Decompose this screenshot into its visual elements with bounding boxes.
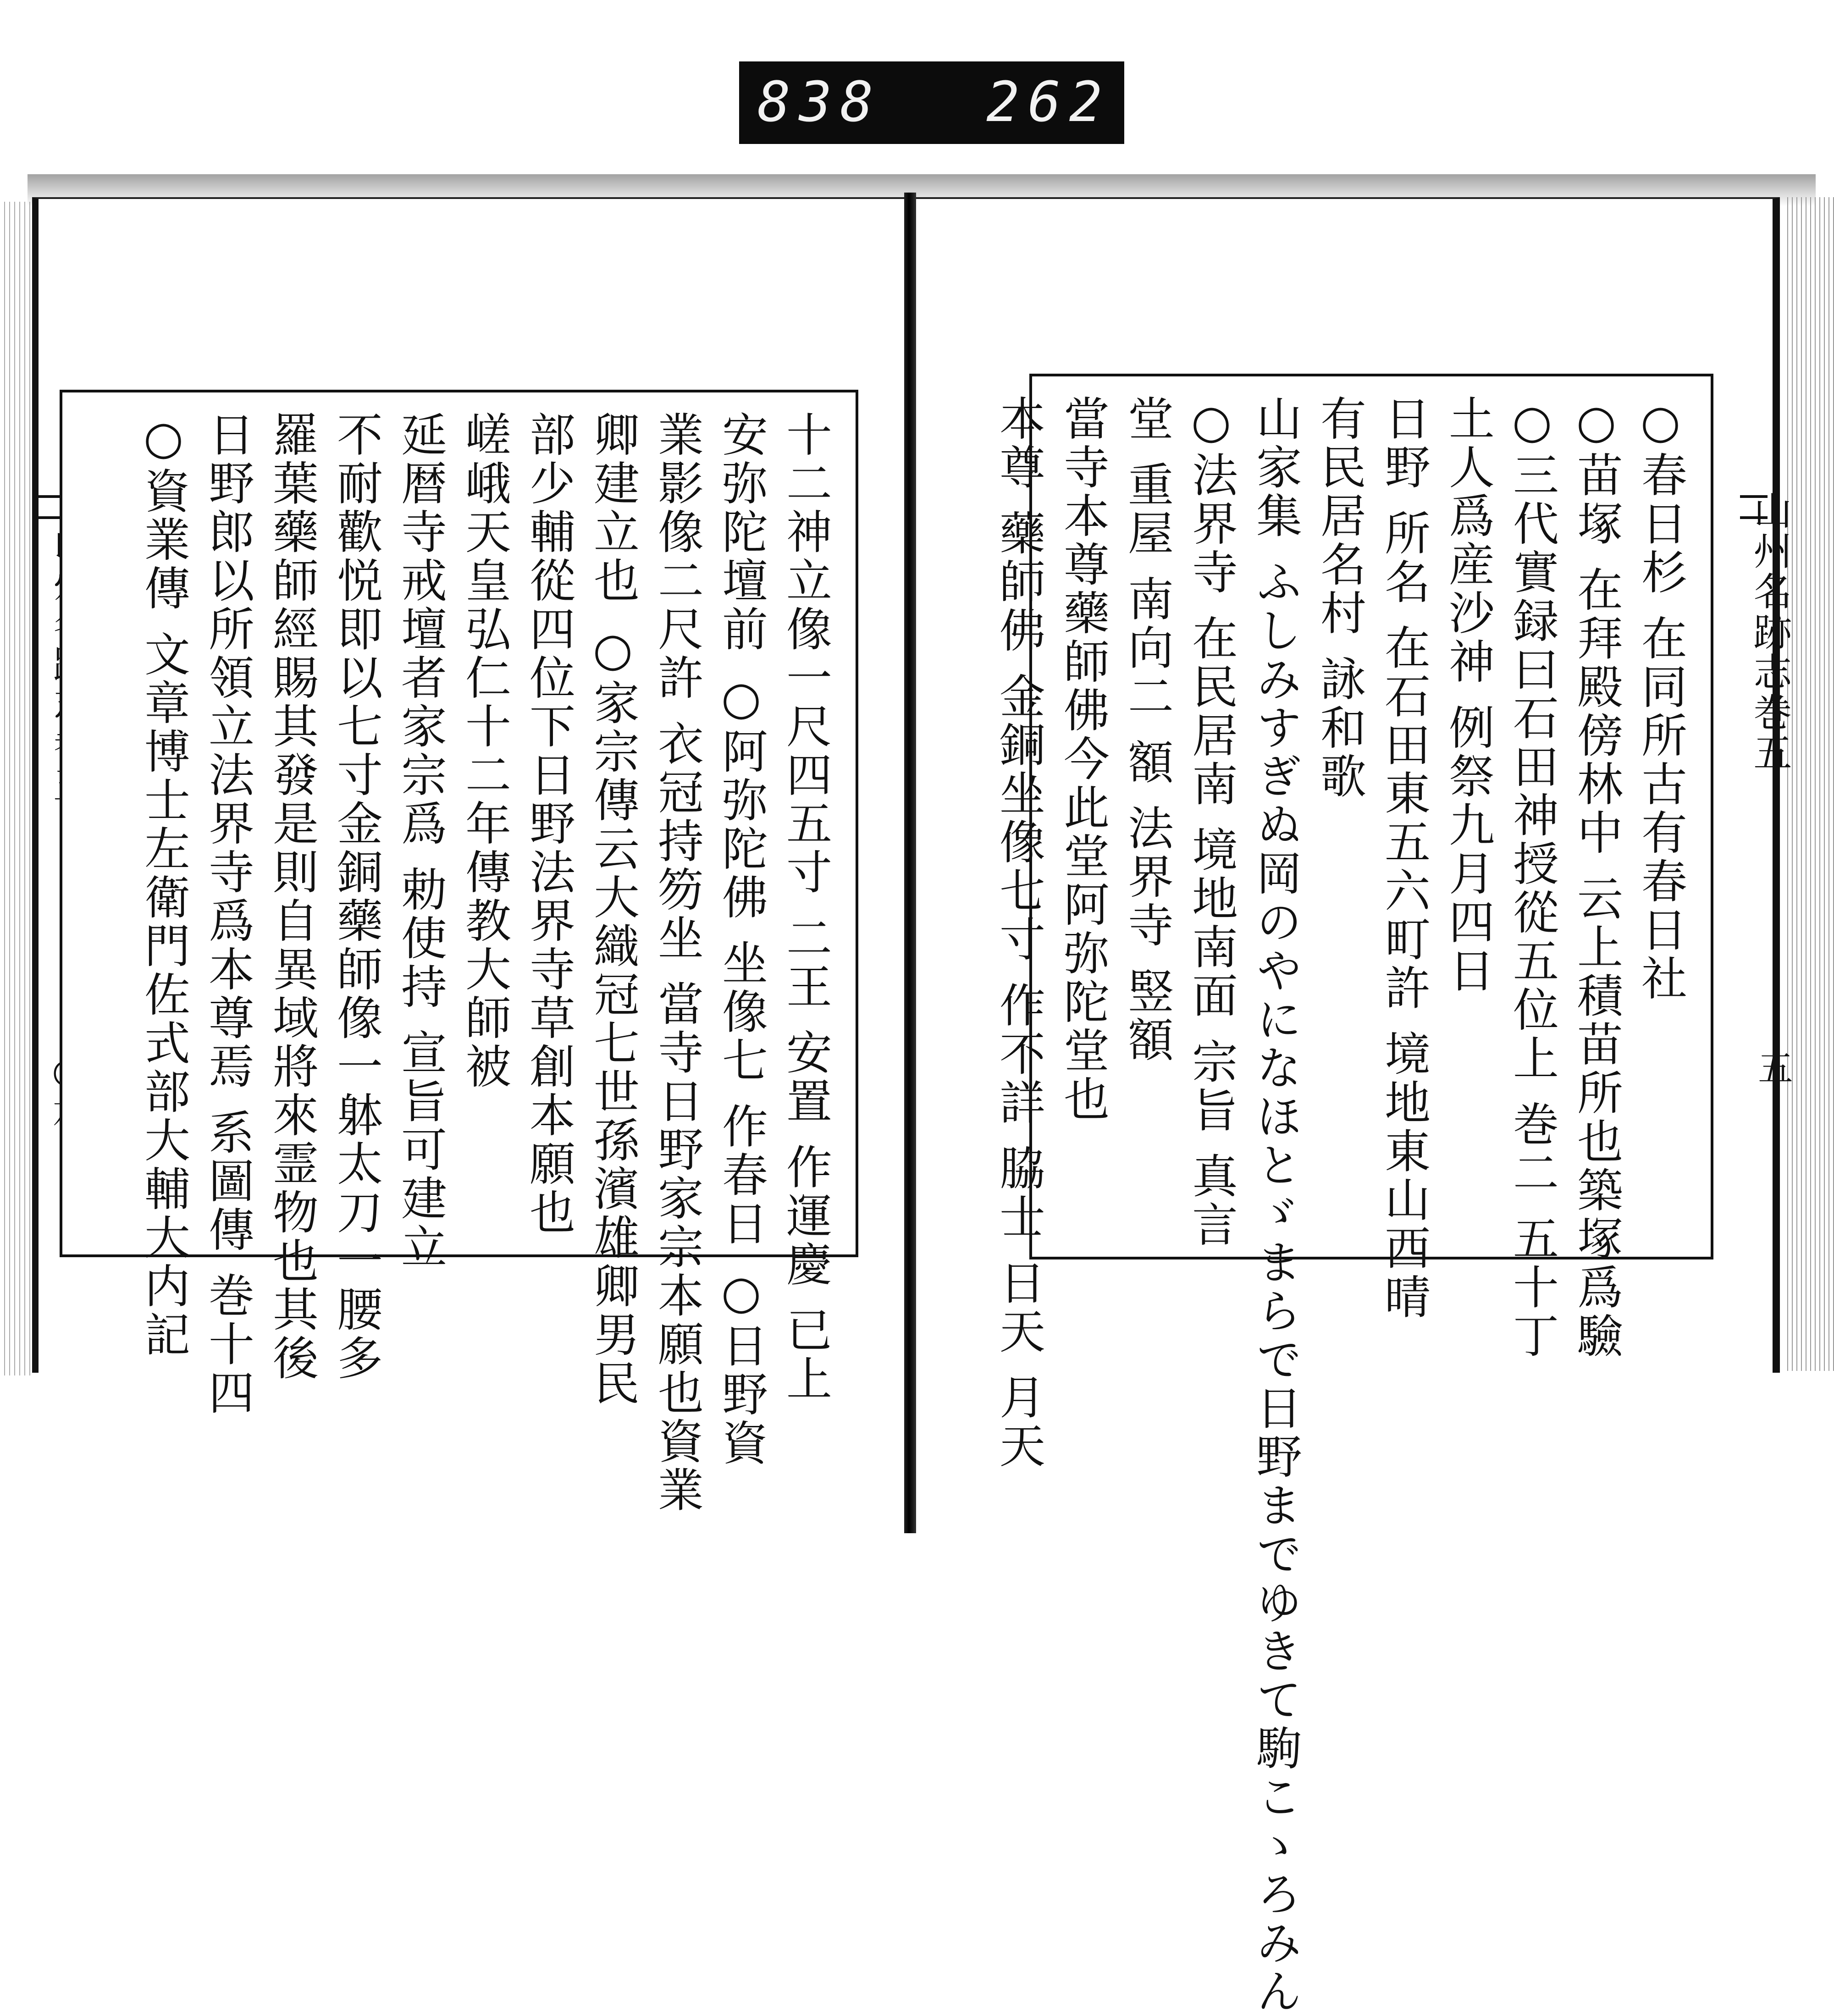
text-line: 十二神立像一尺四五寸 二王 安置 作運慶 已上 [779, 411, 832, 1404]
text-line: 當寺本尊藥師佛今此堂阿弥陀堂也 [1056, 395, 1110, 1124]
text-line: ○資業傳 文章博士左衛門佐式部大輔大内記 [137, 411, 190, 1359]
text-line: 土人爲産沙神 例祭九月四日 [1441, 395, 1495, 995]
left-page-edges [0, 202, 32, 1375]
text-line: 部少輔從四位下日野法界寺草創本願也 [522, 411, 575, 1237]
right-running-head: 山州名跡志巻五 [1747, 491, 1792, 773]
text-line: 日野郎以所領立法界寺爲本尊焉 系圖傳 巻十四 [201, 411, 254, 1418]
text-line: 業影像二尺許 衣冠持笏坐 當寺日野家宗本願也資業 [650, 411, 704, 1515]
text-line: ○法界寺 在民居南 境地南面 宗旨 真言 [1184, 395, 1238, 1250]
text-line: 嵯峨天皇弘仁十二年傳教大師被 [458, 411, 511, 1091]
book-gutter [904, 193, 916, 1533]
text-line: 延暦寺戒壇者家宗爲 勅使持 宣旨可建立 [393, 411, 447, 1272]
text-line: 安弥陀壇前 ○阿弥陀佛 坐像七 作春日 ○日野資 [714, 411, 768, 1468]
right-folio: 五 [1752, 1050, 1793, 1087]
right-text-block [992, 374, 1713, 2016]
right-text-columns [992, 395, 1692, 2016]
text-line: 卿建立也 ○家宗傳云大織冠七世孫濱雄卿男民 [586, 411, 640, 1408]
frame-number-right: 262 [986, 71, 1110, 134]
text-line: 堂 重屋 南向二 額 法界寺 竪額 [1120, 395, 1174, 1065]
text-line: 山家集 ふしみすぎぬ岡のやになほとゞまらで日野までゆきて駒こゝろみん [1248, 395, 1302, 2016]
microfilm-frame-label [739, 61, 1124, 144]
text-line: 有民居名村 詠和歌 [1313, 395, 1366, 801]
left-text-block [60, 390, 858, 1515]
text-line: ○苗塚 在拜殿傍林中 云上積苗所也築塚爲驗 [1569, 395, 1623, 1361]
text-line: 本尊 藥師佛 金銅坐像七寸 作不詳 脇士 日天 月天 [992, 395, 1045, 1471]
left-text-columns [81, 411, 837, 1515]
frame-number-left: 838 [757, 71, 882, 134]
text-line: 日野 所名 在石田東五六町許 境地東山西晴 [1377, 395, 1431, 1322]
text-line: 羅葉藥師經賜其發是則自異域將來霊物也其後 [265, 411, 319, 1383]
text-line: ○春日杉 在同所古有春日社 [1634, 395, 1687, 1003]
right-page-edges [1784, 197, 1834, 1371]
text-line: 不耐歡悦即以七寸金銅藥師像一躰太刀一腰多 [329, 411, 383, 1383]
text-line: ○三代實録曰石田神授從五位上 巻二 五十丁 [1505, 395, 1559, 1361]
